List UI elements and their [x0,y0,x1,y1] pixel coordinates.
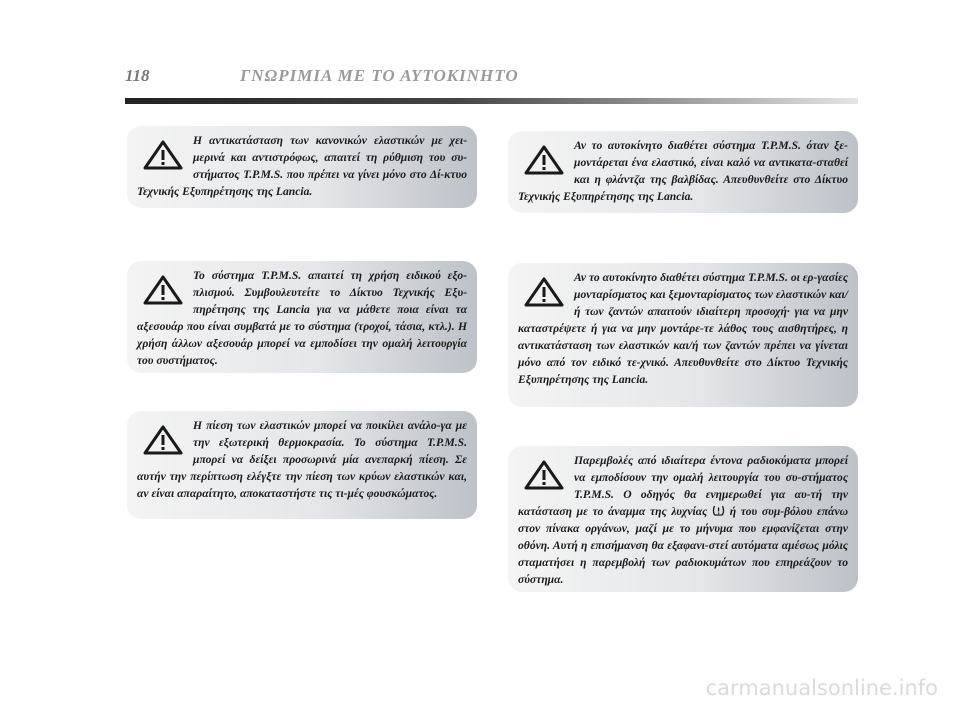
warning-box [508,446,858,592]
warning-text [518,452,848,588]
header-rule [125,98,858,104]
warning-box [127,411,477,519]
warning-text: Η αντικατάσταση των κανονικών ελαστικών με χει-μερινά και αντιστρόφως, απαιτεί τη ρύθμιση του συ-στήματος T.P.M.S. που πρέπει να γίνει μόνο στο Δί-κτυο Τεχνικής Εξυπηρέτησης της Lancia. [137,134,467,198]
warning-triangle-icon [143,275,183,305]
warning-box [127,261,477,373]
tyre-pressure-warning-lamp-icon [712,505,725,516]
warning-box [508,131,858,213]
page-number: 118 [125,66,150,85]
warning-triangle-icon [143,425,183,455]
warning-box [127,126,477,208]
warning-triangle-icon [143,140,183,170]
warning-triangle-icon [524,460,564,490]
warning-text: Η πίεση των ελαστικών μπορεί να ποικίλει ανάλο-γα με την εξωτερική θερμοκρασία. Το σύστημα T.P.M.S. μπορεί να δείξει προσωρινά μία ανεπαρκή πίεση. Σε αυτήν την περίπτωση ελέγξτε την πίεση των κρύων ελαστικών και, αν είναι απαραίτητο, αποκαταστήστε τις τι-μές φουσκώματος. [137,419,467,500]
warning-text: Αν το αυτοκίνητο διαθέτει σύστημα T.P.M.S. όταν ξε-μοντάρεται ένα ελαστικό, είναι καλό να αντικατα-σταθεί και η φλάντζα της βαλβίδας. Απευθυνθείτε στο Δίκτυο Τεχνικής Εξυπηρέτησης της Lancia. [518,139,848,203]
warning-box [508,263,858,407]
page-title: ΓΝΩΡΙΜΙΑ ΜΕ ΤΟ ΑΥΤΟΚΙΝΗΤΟ [240,66,519,85]
warning-text-before-icon: Παρεμβολές από ιδιαίτερα έντονα ραδιοκύματα μπορεί να εμποδίσουν την ομαλή λειτουργία του συ-στήματος T.P.M.S. Ο οδηγός θα ενημερωθεί για αυ-τή την κατάσταση με το άναμμα της λυχνίας [518,454,848,518]
warning-triangle-icon [524,145,564,175]
warning-text-after-icon: ή του συμ-βόλου επάνω στον πίνακα οργάνων, μαζί με το μήνυμα που εμφανίζεται στην οθόνη. Αυτή η επισήμανση θα εξαφανι-στεί αυτόματα αμέσως μόλις σταματήσει η παρεμβολή των ραδιοκυμάτων που επηρεάζουν το σύστημα. [518,505,848,586]
watermark: carmanualsonline.info [705,676,938,700]
warning-text: Αν το αυτοκίνητο διαθέτει σύστημα T.P.M.S. οι ερ-γασίες μονταρίσματος και ξεμονταρίσματος των ελαστικών και/ή των ζαντών απαιτούν ιδιαίτερη προσοχή· για να μην καταστρέψετε ή για να μην μοντάρε-τε λάθος τους αισθητήρες, η αντικατάσταση των ελαστικών και/ή των ζαντών πρέπει να γίνεται μόνο από τον ειδικό τε-χνικό. Απευθυνθείτε στο Δίκτυο Τεχνικής Εξυπηρέτησης της Lancia. [518,271,848,386]
warning-text: Το σύστημα T.P.M.S. απαιτεί τη χρήση ειδικού εξο-πλισμού. Συμβουλευτείτε το Δίκτυο Τεχνικής Εξυ-πηρέτησης της Lancia για να μάθετε ποια είναι τα αξεσουάρ που είναι συμβατά με το σύστημα (τροχοί, τάσια, κτλ.). Η χρήση άλλων αξεσουάρ μπορεί να εμποδίσει την ομαλή λειτουργία του συστήματος. [137,269,467,367]
warning-triangle-icon [524,277,564,307]
